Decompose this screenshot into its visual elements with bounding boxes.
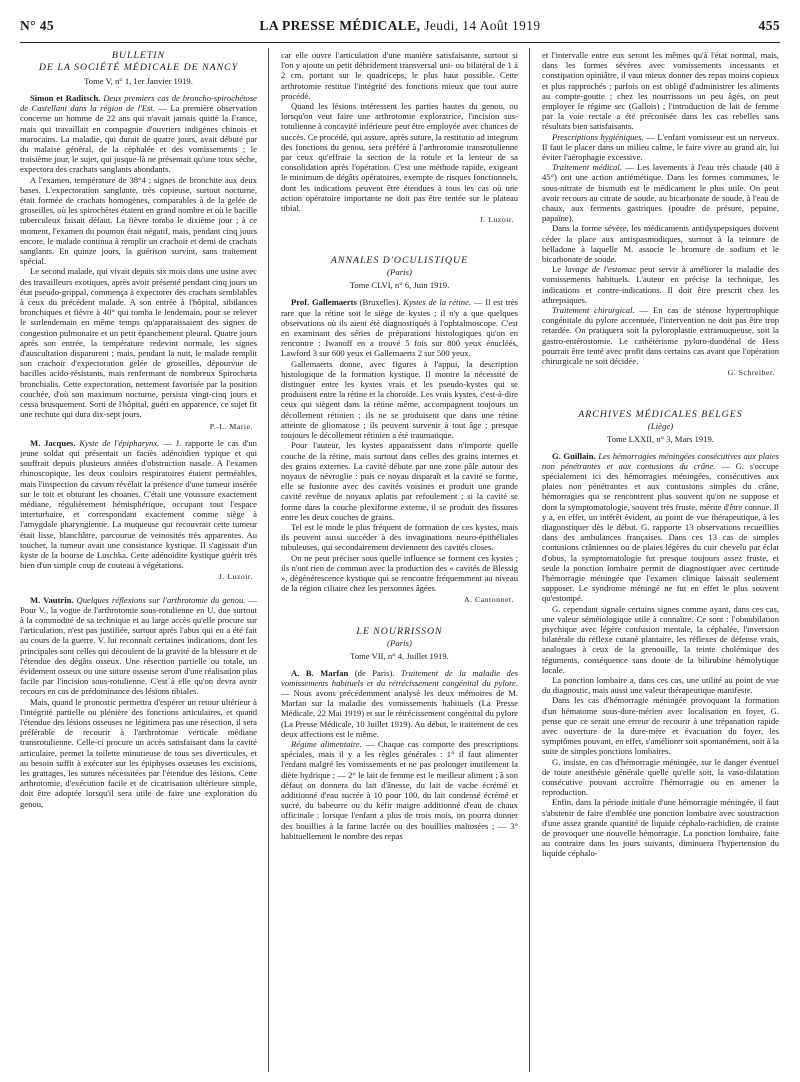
entry-paragraph: Dans les cas d'hémorragie méningée provoquant la formation d'un hématome sous-dure-mérien avec localisation en foyer, G. pense que ce serait une erreur de recourir à une trépanation rapide avec ouverture de la dure-mère et évacuation du foyer, les symptômes pouvant, en effet, s'améliorer soit spontanément, soit à la suite de simples ponctions lombaires. <box>542 695 779 757</box>
section-tome: Tome CLVI, n° 6, Juin 1919. <box>349 280 450 291</box>
entry-text: — J. rapporte le cas d'un jeune soldat qui présentait un faciès adénoïdien typique et qui souffrait depuis plusieurs années d'obstruction nasale. A l'examen rhinoscopique, les deux couloirs respiratoires étaient perméables, mais l'inspection du cavum révélait la présence d'une tumeur insérée sur le toit et obturant les choanes. C'était une voussure exactement médiane, régulièrement hémisphérique, occupant tout l'espace interturbaire, et correspondant exactement comme siège à l'amygdale pharyngienne. La muqueuse qui recouvrait cette tumeur était lisse, blanchâtre, parcourue de veinosités très apparentes. Au toucher, la tumeur avait une consistance kystique. Il s'agissait d'un kyste de la bourse de Luschka. Cette adénoïdite kystique guérit très bien d'un simple coup de couteau à végétations. <box>20 437 257 571</box>
header-rule <box>20 42 780 43</box>
entry-text: — Il est très rare que la rétine soit le siège de kystes ; il n'y a que quelques observations où ils aient été diagnostiqués à l'ophtalmoscope. C'est en examinant des séries de préparations histologiques qu'on en rencontre : Iwanoff en a trouvé 5 fois sur 800 yeux énucléés, Lawford 3 sur 600 yeux et Gallemaerts 2 sur 500 yeux. <box>281 297 518 359</box>
entry-paragraph: Le second malade, qui vivait depuis six mois dans une usine avec des travailleurs exotiques, après avoir présenté pendant cinq jours un état pseudo-grippal, commença à expectorer des crachats semblables à ceux du précédent malade. A son entrée à l'hôpital, sibilances bronchiques et fièvre à 40° qui tomba le lendemain, pour se relever le surlendemain en même temps qu'apparaissaient des signes de congestion pulmonaire et un petit épanchement pleural. Quatre jours après son entrée, la température redevint normale, les signes d'auscultation disparurent ; mais, pendant la nuit, le malade remplit son crachoir d'expectoration gelée de groseilles, dépourvue de bacilles acido-résistants, mais renfermant de nombreux Spirochæta bronchialis. Cette expectoration, nettement favorisée par la position couchée, d'où son maximum nocturne, persista vingt-cinq jours et cessa brusquement. Sorti de l'hôpital, guéri en apparence, ce sujet fit une rechute qui dura dix-sept jours. <box>20 266 257 420</box>
section-place: (Paris) <box>387 637 412 648</box>
journal-title-line <box>20 18 780 34</box>
abstract-entry <box>281 297 518 358</box>
section-title: ANNALES D'OCULISTIQUE <box>330 255 469 267</box>
entry-author-note: (Bruxelles). <box>359 297 401 308</box>
entry-paragraph: Tel est le mode le plus fréquent de formation de ces kystes, mais ils peuvent aussi succéder à des invaginations neuro-épithéliales tubuleuses, qui secondairement deviennent des cavités closes. <box>281 521 518 553</box>
section-title: LE NOURRISSON <box>356 625 443 637</box>
section-tome: Tome VII, n° 4, Juillet 1919. <box>350 650 449 661</box>
entry-paragraph <box>542 162 779 223</box>
entry-text: — Pour V., la vogue de l'arthrotomie sous-rotulienne en U, due surtout à la commodité de sa technique et au large accès qu'elle procure sur l'articulation, n'est pas justifiée, surtout après l'abus qui en a été fait au cours de la guerre. V. lui reconnaît certaines indications, dont les principales sont celles qui découlent de la gravité de la blessure et de l'étendue des dégâts osseux. Une résection partielle ou totale, un évidement osseux ou une suture osseuse seront d'une réalisation plus facile par l'incision sous-rotulienne. C'est à elle qu'on devra avoir recours en cas de prédominance des lésions tibiales. <box>20 594 257 697</box>
entry-author: A. B. Marfan <box>291 667 349 678</box>
column-1 <box>20 50 257 1075</box>
entry-paragraph: Pour l'auteur, les kystes apparaissent dans n'importe quelle couche de la rétine, mais surtout dans celles des grains internes et des grains externes. La cavité débute par une zone pâle autour des noyaux de névroglie : puis ce noyau disparaît et la cavité se forme, elle se fusionne avec des cavités voisines et produit une grande cavité revêtue de noyaux aplatis par refoulement ; si la cavité se forme dans la couche plexiforme externe, il se produit des fissures entre les deux couches de grains. <box>281 440 518 522</box>
entry-signature: A. Cantonnet. <box>463 595 514 605</box>
column-3 <box>542 50 779 1075</box>
entry-text: — Nous avons précédemment analysé les deux mémoires de M. Marfan sur la maladie des vomissements habituels (La Presse Médicale, 22 Mai 1919) et sur le rétrécissement congénital du pylore (La Presse Médicale, 10 Juillet 1919). Au début, le traitement de ces deux affections est le même. <box>281 687 518 739</box>
abstract-entry <box>281 668 518 739</box>
entry-article-title: Quelques réflexions sur l'arthrotomie du genou. <box>76 594 246 605</box>
entry-text: — L'enfant vomisseur est un nerveux. Il faut le placer dans un milieu calme, le faire vivre au grand air, lui éviter l'aérophagie excessive. <box>542 131 779 163</box>
entry-author-note: (de Paris). <box>354 667 395 678</box>
entry-article-title: Kyste de l'épipharynx. <box>79 437 160 448</box>
entry-article-title: Traitement de la maladie des vomissements habituels et du rétrécissement congénital du pylore. <box>281 667 518 688</box>
section-place: (Liège) <box>647 420 674 431</box>
section-tome: Tome LXXII, n° 3, Mars 1919. <box>607 433 714 444</box>
subheading: Régime alimentaire. <box>291 738 362 749</box>
entry-paragraph: Gallemaerts donne, avec figures à l'appui, la description histologique de la formation kystique. Il montre la nécessité de distinguer entre les kystes vrais et les pseudo-kystes qui se produisent entre la rétine et la choroïde. Les vrais kystes, c'est-à-dire ceux qui siègent dans la rétine même, accompagnent toujours un décollement rétinien ; ils ne se produisent que dans une rétine atteinte de gliomatose ; ils peuvent survenir à tout âge ; presque toujours le décollement rétinien a été traumatique. <box>281 358 518 441</box>
entry-signature: P.-L. Marie. <box>209 421 253 431</box>
issue-number: N° 45 <box>20 18 55 33</box>
entry-author: M. Vautrin. <box>30 594 74 605</box>
entry-article-title: Les hémorragies méningées consécutives aux plaies non pénétrantes et aux contusions du crâne. <box>542 450 779 471</box>
entry-paragraph: A l'examen, température de 38°4 ; signes de bronchite aux deux bases. L'expectoration sanglante, très copieuse, surtout nocturne, était formée de crachats homogènes, comparables à de la gelée de groseilles, où les spirochètes étaient en grand nombre et où le bacille tuberculeux faisait défaut. La fièvre tomba le dixième jour ; à ce moment, l'examen du poumon était négatif, mais, pendant cinq jours encore, le malade continua à remplir un crachoir et demi de crachats sanglants. En quinze jours, la guérison survint, sans traitement spécial. <box>20 174 257 267</box>
abstract-entry <box>20 438 257 571</box>
entry-signature: J. Luzoir. <box>218 572 253 582</box>
entry-article-title: Deux premiers cas de broncho-spirochétose de Castellani dans la région de l'Est. <box>20 93 257 114</box>
entry-paragraph <box>542 264 779 305</box>
entry-text: — Chaque cas comporte des prescriptions spéciales, mais il y a les règles générales : 1° il faut alimenter l'enfant malgré les vomissements et ne pas prolonger inutilement la diète hydrique ; — 2° le lait de femme est le meilleur aliment ; à son défaut on donnera du lait d'ânesse, du lait de vache écrémé et additionné d'eau sucrée à 10 pour 100, du lait condensé écrémé et sucré, du babeurre ou du kéfir maigre additionné d'eau de chaux officinale : lorsque l'enfant a plus de trois mois, on pourra donner des bouillies à la farine lactée ou des bouillies maltosées ; — 3° habituellement le nombre des repas <box>281 738 518 841</box>
entry-text: — Les lavements à l'eau très chaude (40 à 45°) ont une action antiémétique. Dans les formes communes, le sous-nitrate de bismuth est le médicament le plus utile. On peut avoir recours au citrate de soude, au bicarbonate de soude, à l'eau de chaux, aux ferments gastriques (poudre de présure, pepsine, papaïne). <box>542 162 779 224</box>
entry-paragraph <box>281 739 518 841</box>
entry-paragraph <box>542 305 779 366</box>
entry-paragraph: Mais, quand le pronostic permettra d'espérer un retour ultérieur à l'intégrité partielle ou plénière des fonctions articulaires, et quand l'étendue des lésions osseuses ne légitimera pas une résection, il sera préférable de recourir à l'arthrotomie verticale médiane transrotulienne. Celle-ci procure un accès satisfaisant dans la cavité articulaire, permet la toilette minutieuse de tous ses diverticules, et au besoin suffit à exécuter sur les épiphyses osseuses les excisions, les grattages, les sutures nécessitées par l'étendue des lésions. Cette arthrotomie, d'exécution facile et de cicatrisation ultérieure simple, doit être adoptée lorsqu'il sera utile de faire une exploration du genou, <box>20 696 257 809</box>
subheading: Prescriptions hygiéniques. <box>552 131 644 142</box>
entry-author: M. Jacques. <box>30 437 76 448</box>
entry-paragraph: Quand les lésions intéressent les parties hautes du genou, ou lorsqu'on veut faire une arthrotomie exploratrice, l'incision sus-rotulienne à concavité inférieure peut être employée avec chances de succès. Ce procédé, qui assure, après suture, la restitutio ad integrum des fonctions du genou, sera préféré à l'arthrotomie transrotulienne par ceux qu'effraie la section de la rotule et la lenteur de sa consolidation après l'opération. C'est une méthode rapide, exigeant le minimum de dégâts opératoires, exempte de risques fonctionnels, dont les indications peuvent être étendues à tous les cas où une action opératoire importante ne doit pas être tentée sur le plateau tibial. <box>281 101 518 214</box>
entry-author: G. Guillain. <box>552 450 596 461</box>
entry-text: — G. s'occupe spécialement ici des hémorragies méningées, consécutives aux plaies non pénétrantes et aux contusions simples du crâne, hémorragies qui se rencontrent plus souvent qu'on ne suppose et dont la symptomatologie, souvent très fruste, mérite d'être connue. Il y a, en effet, un intérêt évident, au point de vue thérapeutique, à les diagnostiquer dès le début. G. rapporte 13 observations recueillies dans des ambulances françaises. Dans ces 13 cas de simples contusions crâniennes ou de plaies légères du cuir chevelu par éclat d'obus, la symptomatologie fut presque toujours assez fruste, et seule la ponction lombaire permit de diagnostiquer avec certitude l'hémorragie méningée que l'examen clinique laissait seulement supposer. Le syndrome méningé ne fut en effet le plus souvent qu'estompé. <box>542 460 779 604</box>
masthead <box>20 18 780 40</box>
subheading: Traitement chirurgical. <box>552 305 635 316</box>
entry-text: — La première observation concerne un homme de 22 ans qui n'avait jamais quitté la France, mais qui travaillait en compagnie d'ouvriers indigènes chinois et marocains. La maladie, qui durait de quatre jours, avait débuté par du malaise général, de la céphalée et des vomissements ; le troisième jour, le sujet, qui jusque-là ne présentait qu'une toux sèche, expectora des crachats sanglants abondants. <box>20 103 257 175</box>
entry-author: Prof. Gallemaerts <box>291 297 357 308</box>
entry-text: Le <box>552 264 562 275</box>
entry-text: — En cas de sténose hypertrophique congénitale du pylore accentuée, l'intervention ne doit pas être trop retardée. On pratiquera soit la pyloroplastie extramuqueuse, soit la gastro-entérostomie. Le cathétérisme pyloro-duodénal de Hess pourrait être tenté avec profit dans certains cas avant que l'opération chirurgicale ne soit décidée. <box>542 305 779 367</box>
entry-author: Simon et Raditsch. <box>30 93 101 103</box>
section-tome: Tome V, n° 1, 1er Janvier 1919. <box>84 76 193 86</box>
entry-signature: J. Luzoir. <box>479 215 514 225</box>
abstract-entry <box>20 595 257 697</box>
section-place: (Paris) <box>387 267 412 278</box>
abstract-entry <box>20 93 257 175</box>
subheading: lavage de l'estomac <box>564 264 637 275</box>
entry-text: peut servir à améliorer la maladie des vomissements habituels. L'auteur en précise la technique, les indications et contre-indications. Il doit être prescrit chez les athrepsiques. <box>542 264 779 305</box>
entry-signature: G. Schreiber. <box>727 368 775 378</box>
entry-paragraph <box>542 132 779 163</box>
continued-text: et l'intervalle entre eux seront les mêmes qu'à l'état normal, mais, dans les formes sévères avec vomissements incessants et constipation opiniâtre, il vaut mieux donner des repas moins copieux et plus rapprochés ; parfois on est obligé d'administrer les aliments au compte-goutte ; chez les nourrissons un peu âgés, on peut employer le régime sec (Gallois) ; l'introduction de lait de femme par la voie rectale a été préconisée dans les cas rebelles sans résultats bien satisfaisants. <box>542 50 779 132</box>
journal-name: LA PRESSE MÉDICALE, <box>259 18 421 33</box>
column-2 <box>281 50 518 1075</box>
entry-paragraph: Dans la forme sévère, les médicaments antidyspepsiques doivent céder la place aux antispasmodiques, surtout à la teinture de belladone à laquelle M. associe le bromure de sodium et le bicarbonate de soude. <box>542 223 779 265</box>
issue-date: Jeudi, 14 Août 1919 <box>424 18 541 33</box>
column-divider <box>529 48 530 1072</box>
abstract-entry <box>542 451 779 604</box>
section-title-sub: DE LA SOCIÉTÉ MÉDICALE DE NANCY <box>38 62 239 73</box>
entry-paragraph: G. cependant signale certains signes comme ayant, dans ces cas, une valeur séméiologique utile à connaître. Ce sont : l'obnubilation psychique avec légère confusion mentale, la céphalée, l'inversion bilatérale du réflexe cutané plantaire, les réflexes de défense vrais, analogues à ceux de la grenouille, la teinte cholémique des téguments, conséquence sans doute de la bilirubine hémolytique locale. <box>542 603 779 675</box>
subheading: Traitement médical. <box>552 162 622 173</box>
section-title: ARCHIVES MÉDICALES BELGES <box>578 408 743 420</box>
entry-paragraph: Enfin, dans la période initiale d'une hémorragie méningée, il faut s'abstenir de faire d'emblée une ponction lombaire avec soustraction d'une assez grande quantité de liquide céphalo-rachidien, de crainte de provoquer une nouvelle hémorragie. La ponction lombaire, faite au contraire dans les jours suivants, diminuera l'hypertension du liquide céphalo- <box>542 797 779 859</box>
page-number: 455 <box>758 18 780 33</box>
entry-paragraph: G. insiste, en cas d'hémorragie méningée, sur le danger éventuel de toute anesthésie générale quelle qu'elle soit, la vaso-dilatation consécutive pouvant accroître l'hémorragie ou en amener la reproduction. <box>542 756 779 798</box>
entry-paragraph: On ne peut préciser sous quelle influence se forment ces kystes ; ils n'ont rien de commun avec la production des « cavités de Blessig », dégénérescence kystique qui se rencontre fréquemment au niveau de la région ciliaire chez les personnes âgées. <box>281 552 518 594</box>
entry-article-title: Kystes de la rétine. <box>403 297 472 308</box>
section-title: BULLETIN <box>111 50 166 61</box>
entry-paragraph: La ponction lombaire a, dans ces cas, une utilité au point de vue du diagnostic, mais aussi une valeur thérapeutique manifeste. <box>542 674 779 696</box>
continued-text: car elle ouvre l'articulation d'une manière satisfaisante, surtout si l'on y ajoute un petit débridement transversal uni- ou bilatéral de 1 à 2 cm. portant sur le quadriceps, le plus haut possible. Cette arthrotomie restitue l'intégrité des fonctions mieux que tout autre procédé. <box>281 50 518 101</box>
column-divider <box>268 48 269 1072</box>
